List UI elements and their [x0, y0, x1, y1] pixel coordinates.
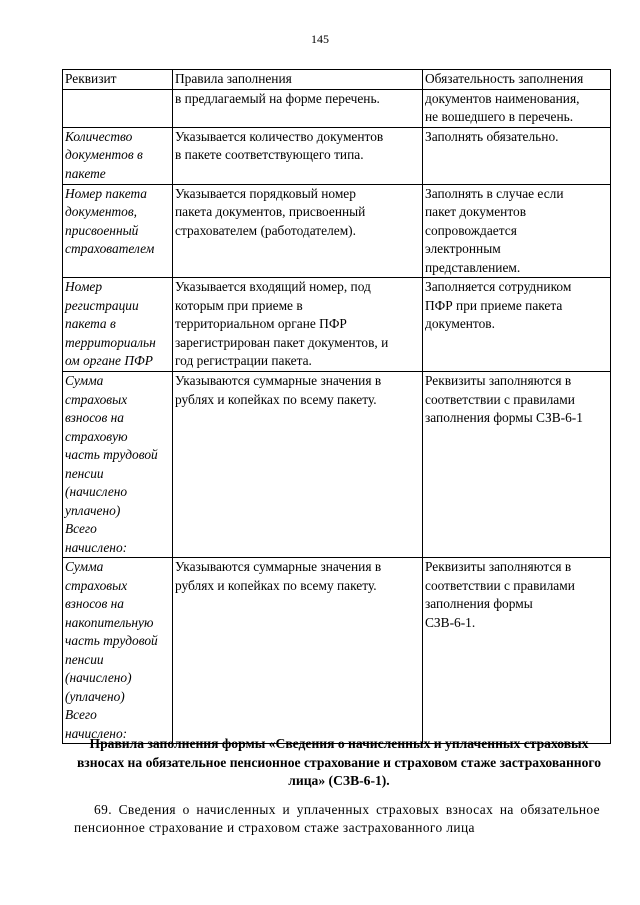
- cell-line: Заполнять в случае если: [425, 185, 564, 201]
- cell-line: Номер пакета: [65, 185, 148, 201]
- cell-line: документов,: [65, 204, 138, 219]
- cell-line: взносов на: [65, 596, 125, 611]
- cell-line: заполнения формы СЗВ-6-1: [425, 410, 583, 425]
- cell-line: взносов на: [65, 410, 125, 425]
- requisite-cell: [63, 127, 173, 184]
- cell-line: рублях и копейках по всему пакету.: [175, 391, 377, 407]
- cell-line: (начислено): [65, 670, 132, 685]
- cell-line: документов наименования,: [425, 90, 580, 106]
- required-cell: [423, 127, 611, 184]
- cell-line: заполнения формы: [425, 596, 533, 611]
- cell-line: накопительную: [65, 614, 154, 630]
- cell-line: пакета в: [65, 316, 116, 331]
- required-cell: [423, 372, 611, 558]
- cell-line: часть трудовой: [65, 633, 158, 648]
- cell-line: рублях и копейках по всему пакету.: [175, 577, 377, 593]
- table-row: [63, 558, 611, 744]
- cell-line: Сумма: [65, 559, 104, 574]
- header-requisite: Реквизит: [63, 70, 173, 90]
- cell-line: регистрации: [65, 297, 139, 313]
- cell-line: документов.: [425, 316, 495, 331]
- cell-line: Указываются суммарные значения в: [175, 373, 382, 388]
- table-header-row: [63, 70, 611, 90]
- cell-line: страхователем (работодателем).: [175, 222, 356, 238]
- cell-line: Реквизиты заполняются в: [425, 559, 572, 574]
- cell-line: в предлагаемый на форме перечень.: [175, 90, 380, 106]
- cell-line: Указывается порядковый номер: [175, 185, 356, 201]
- cell-line: страховых: [65, 577, 128, 593]
- cell-line: ом органе ПФР: [65, 353, 153, 368]
- cell-line: Реквизиты заполняются в: [425, 373, 572, 388]
- header-fill-rules: Правила заполнения: [173, 70, 423, 90]
- cell-line: пакета документов, присвоенный: [175, 204, 366, 219]
- cell-line: часть трудовой: [65, 447, 158, 462]
- fill-rule-cell: [173, 89, 423, 127]
- table-row: [63, 278, 611, 372]
- required-cell: [423, 89, 611, 127]
- cell-line: пенсии: [65, 465, 104, 481]
- cell-line: начислено:: [65, 539, 128, 555]
- cell-line: Всего: [65, 707, 97, 722]
- table-row: [63, 372, 611, 558]
- section-heading: Правила заполнения формы «Сведения о начисленных и уплаченных страховых взносах на обязательное пенсионное страхование и страховом стаже застрахованного лица» (СЗВ-6-1).: [76, 736, 602, 788]
- fill-rule-cell: [173, 127, 423, 184]
- cell-line: документов в: [65, 147, 143, 162]
- requisite-cell: [63, 558, 173, 744]
- fill-rule-cell: [173, 278, 423, 372]
- cell-line: (начислено: [65, 484, 128, 499]
- requisite-cell: [63, 372, 173, 558]
- cell-line: пакет документов: [425, 204, 527, 219]
- requisites-table: [62, 69, 611, 744]
- cell-line: присвоенный: [65, 222, 139, 238]
- page-number: 145: [311, 32, 329, 46]
- cell-line: территориальн: [65, 334, 156, 350]
- cell-line: Сумма: [65, 373, 104, 388]
- cell-line: страховых: [65, 391, 128, 407]
- required-cell: [423, 558, 611, 744]
- cell-line: (уплачено): [65, 688, 125, 704]
- cell-line: не вошедшего в перечень.: [425, 109, 574, 124]
- cell-line: Всего: [65, 521, 97, 536]
- table-row: [63, 184, 611, 278]
- fill-rule-cell: [173, 558, 423, 744]
- cell-line: Указывается входящий номер, под: [175, 279, 371, 294]
- cell-line: в пакете соответствующего типа.: [175, 147, 364, 162]
- cell-line: Количество: [65, 128, 133, 144]
- cell-line: пенсии: [65, 651, 104, 667]
- table-row: [63, 127, 611, 184]
- cell-line: территориальном органе ПФР: [175, 316, 347, 331]
- cell-line: пакете: [65, 165, 106, 181]
- cell-line: представлением.: [425, 259, 521, 275]
- header-required: Обязательность заполнения: [423, 70, 611, 90]
- cell-line: ПФР при приеме пакета: [425, 297, 563, 313]
- table-row: [63, 89, 611, 127]
- cell-line: Заполнять обязательно.: [425, 128, 559, 144]
- cell-line: соответствии с правилами: [425, 391, 575, 407]
- requisite-cell: [63, 89, 173, 127]
- cell-line: зарегистрирован пакет документов, и: [175, 334, 389, 350]
- required-cell: [423, 278, 611, 372]
- cell-line: страхователем: [65, 241, 155, 256]
- cell-line: СЗВ-6-1.: [425, 614, 476, 630]
- cell-line: год регистрации пакета.: [175, 353, 312, 368]
- fill-rule-cell: [173, 372, 423, 558]
- cell-line: Указываются суммарные значения в: [175, 559, 382, 574]
- cell-line: электронным: [425, 241, 501, 256]
- cell-line: сопровождается: [425, 222, 517, 238]
- cell-line: которым при приеме в: [175, 297, 303, 313]
- paragraph-69: 69. Сведения о начисленных и уплаченных страховых взносах на обязательное пенсионное страхование и страховом стаже застрахованного лица: [74, 802, 600, 835]
- required-cell: [423, 184, 611, 278]
- requisite-cell: [63, 278, 173, 372]
- cell-line: соответствии с правилами: [425, 577, 575, 593]
- cell-line: Заполняется сотрудником: [425, 279, 572, 294]
- cell-line: начислено:: [65, 725, 128, 741]
- table-body: [63, 89, 611, 744]
- cell-line: страховую: [65, 428, 128, 444]
- requisite-cell: [63, 184, 173, 278]
- cell-line: Номер: [65, 279, 103, 294]
- cell-line: Указывается количество документов: [175, 128, 384, 144]
- fill-rule-cell: [173, 184, 423, 278]
- cell-line: уплачено): [65, 502, 121, 518]
